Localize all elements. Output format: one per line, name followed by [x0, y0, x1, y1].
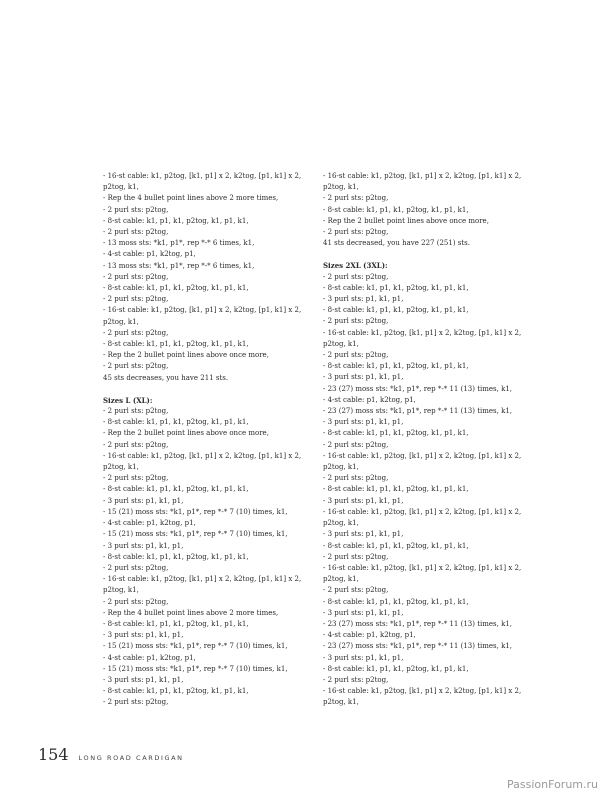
instruction-line: - 16-st cable: k1, p2tog, [k1, p1] x 2, k2tog, [p1, k1] x 2,: [323, 328, 522, 337]
instruction-line: 41 sts decreased, you have 227 (251) sts.: [323, 239, 470, 248]
instruction-line: - 8-st cable: k1, p1, k1, p2tog, k1, p1, k1,: [103, 485, 249, 494]
section-heading: Sizes L (XL):: [103, 395, 153, 405]
instruction-line: - 2 purl sts: p2tog,: [323, 474, 389, 483]
instruction-line: - 2 purl sts: p2tog,: [103, 228, 169, 237]
instruction-line: p2tog, k1,: [323, 463, 359, 472]
instruction-line: - 13 moss sts: *k1, p1*, rep *-* 6 times, k1,: [103, 239, 255, 248]
instruction-line: - 2 purl sts: p2tog,: [103, 597, 169, 606]
instruction-line: p2tog, k1,: [103, 586, 139, 595]
instruction-line: - 15 (21) moss sts: *k1, p1*, rep *-* 7 (10) times, k1,: [103, 530, 288, 539]
instruction-line: - 8-st cable: k1, p1, k1, p2tog, k1, p1, k1,: [103, 340, 249, 349]
instruction-line: p2tog, k1,: [323, 519, 359, 528]
instruction-line: - 2 purl sts: p2tog,: [103, 362, 169, 371]
instruction-line: - 2 purl sts: p2tog,: [103, 440, 169, 449]
instruction-line: - 3 purl sts: p1, k1, p1,: [323, 496, 404, 505]
instruction-line: p2tog, k1,: [323, 339, 359, 348]
instruction-line: - 2 purl sts: p2tog,: [103, 272, 169, 281]
instruction-line: - 16-st cable: k1, p2tog, [k1, p1] x 2, k2tog, [p1, k1] x 2,: [103, 172, 302, 180]
instruction-line: - Rep the 2 bullet point lines above once more,: [103, 351, 269, 360]
instruction-line: - 13 moss sts: *k1, p1*, rep *-* 6 times, k1,: [103, 261, 255, 270]
right-column: [323, 171, 523, 709]
instruction-line: - 16-st cable: k1, p2tog, [k1, p1] x 2, k2tog, [p1, k1] x 2,: [103, 306, 302, 315]
instruction-line: - 2 purl sts: p2tog,: [323, 317, 389, 326]
instruction-line: - 3 purl sts: p1, k1, p1,: [323, 373, 404, 382]
instruction-line: - 8-st cable: k1, p1, k1, p2tog, k1, p1, k1,: [103, 619, 249, 628]
instruction-line: - 8-st cable: k1, p1, k1, p2tog, k1, p1, k1,: [323, 205, 469, 214]
instruction-line: - 2 purl sts: p2tog,: [103, 407, 169, 416]
instruction-line: - Rep the 4 bullet point lines above 2 more times,: [103, 194, 279, 203]
instruction-line: - 3 purl sts: p1, k1, p1,: [103, 675, 184, 684]
instruction-line: - 2 purl sts: p2tog,: [103, 328, 169, 337]
instruction-line: - 23 (27) moss sts: *k1, p1*, rep *-* 11 (13) times, k1,: [323, 642, 512, 651]
instruction-line: p2tog, k1,: [103, 317, 139, 326]
instruction-line: - 3 purl sts: p1, k1, p1,: [103, 496, 184, 505]
instruction-line: - 23 (27) moss sts: *k1, p1*, rep *-* 11 (13) times, k1,: [323, 384, 512, 393]
instruction-line: - 3 purl sts: p1, k1, p1,: [323, 653, 404, 662]
instruction-line: - 8-st cable: k1, p1, k1, p2tog, k1, p1, k1,: [103, 216, 249, 225]
instruction-line: p2tog, k1,: [323, 183, 359, 192]
instruction-line: - 3 purl sts: p1, k1, p1,: [103, 541, 184, 550]
instruction-line: - 3 purl sts: p1, k1, p1,: [323, 530, 404, 539]
left-column: [103, 171, 303, 709]
instruction-line: - 2 purl sts: p2tog,: [323, 675, 389, 684]
instruction-line: - 2 purl sts: p2tog,: [103, 563, 169, 572]
instruction-line: - 16-st cable: k1, p2tog, [k1, p1] x 2, k2tog, [p1, k1] x 2,: [323, 563, 522, 572]
section-heading: Sizes 2XL (3XL):: [323, 261, 388, 271]
instruction-line: - 2 purl sts: p2tog,: [323, 272, 389, 281]
instruction-line: - 8-st cable: k1, p1, k1, p2tog, k1, p1, k1,: [323, 541, 469, 550]
instruction-line: - 8-st cable: k1, p1, k1, p2tog, k1, p1, k1,: [103, 552, 249, 561]
instruction-line: - 4-st cable: p1, k2tog, p1,: [103, 653, 196, 662]
instruction-line: - 2 purl sts: p2tog,: [103, 205, 169, 214]
instruction-line: - 16-st cable: k1, p2tog, [k1, p1] x 2, k2tog, [p1, k1] x 2,: [323, 172, 522, 180]
instruction-line: - 2 purl sts: p2tog,: [103, 698, 169, 707]
instruction-line: - Rep the 2 bullet point lines above once more,: [103, 429, 269, 438]
instruction-line: p2tog, k1,: [103, 183, 139, 192]
instruction-line: - 2 purl sts: p2tog,: [103, 474, 169, 483]
instruction-line: - 15 (21) moss sts: *k1, p1*, rep *-* 7 (10) times, k1,: [103, 642, 288, 651]
instruction-line: - 23 (27) moss sts: *k1, p1*, rep *-* 11 (13) times, k1,: [323, 619, 512, 628]
instruction-line: - 4-st cable: p1, k2tog, p1,: [103, 250, 196, 259]
instruction-line: - 16-st cable: k1, p2tog, [k1, p1] x 2, k2tog, [p1, k1] x 2,: [323, 687, 522, 696]
instruction-line: - 4-st cable: p1, k2tog, p1,: [323, 395, 416, 404]
instruction-line: - 16-st cable: k1, p2tog, [k1, p1] x 2, k2tog, [p1, k1] x 2,: [323, 507, 522, 516]
instruction-line: - 8-st cable: k1, p1, k1, p2tog, k1, p1, k1,: [323, 597, 469, 606]
instruction-line: - 8-st cable: k1, p1, k1, p2tog, k1, p1, k1,: [323, 306, 469, 315]
instruction-line: - 4-st cable: p1, k2tog, p1,: [323, 631, 416, 640]
instruction-line: - 3 purl sts: p1, k1, p1,: [323, 418, 404, 427]
instruction-line: - 2 purl sts: p2tog,: [103, 295, 169, 304]
instruction-line: - 16-st cable: k1, p2tog, [k1, p1] x 2, k2tog, [p1, k1] x 2,: [103, 575, 302, 584]
instruction-line: - 2 purl sts: p2tog,: [323, 552, 389, 561]
instruction-line: - 15 (21) moss sts: *k1, p1*, rep *-* 7 (10) times, k1,: [103, 664, 288, 673]
instruction-line: - 8-st cable: k1, p1, k1, p2tog, k1, p1, k1,: [323, 362, 469, 371]
instruction-line: - 4-st cable: p1, k2tog, p1,: [103, 519, 196, 528]
instruction-line: - Rep the 4 bullet point lines above 2 more times,: [103, 608, 279, 617]
pattern-title: LONG ROAD CARDIGAN: [78, 754, 184, 762]
instruction-line: - 8-st cable: k1, p1, k1, p2tog, k1, p1, k1,: [323, 664, 469, 673]
instruction-line: - 8-st cable: k1, p1, k1, p2tog, k1, p1, k1,: [103, 418, 249, 427]
instruction-line: - 3 purl sts: p1, k1, p1,: [103, 631, 184, 640]
instruction-line: - 16-st cable: k1, p2tog, [k1, p1] x 2, k2tog, [p1, k1] x 2,: [103, 451, 302, 460]
watermark: PassionForum.ru: [507, 778, 598, 791]
instruction-line: - 3 purl sts: p1, k1, p1,: [323, 295, 404, 304]
page-footer: [38, 745, 184, 764]
instruction-line: p2tog, k1,: [323, 698, 359, 707]
instruction-line: - 8-st cable: k1, p1, k1, p2tog, k1, p1, k1,: [323, 485, 469, 494]
page-number: 154: [38, 745, 69, 764]
instruction-line: 45 sts decreases, you have 211 sts.: [103, 373, 229, 382]
instruction-line: - 2 purl sts: p2tog,: [323, 440, 389, 449]
instruction-line: - 2 purl sts: p2tog,: [323, 228, 389, 237]
instruction-line: p2tog, k1,: [323, 575, 359, 584]
instruction-line: - 15 (21) moss sts: *k1, p1*, rep *-* 7 (10) times, k1,: [103, 507, 288, 516]
instruction-line: - 2 purl sts: p2tog,: [323, 351, 389, 360]
instruction-line: - 8-st cable: k1, p1, k1, p2tog, k1, p1, k1,: [323, 429, 469, 438]
instruction-line: p2tog, k1,: [103, 463, 139, 472]
instruction-line: - 3 purl sts: p1, k1, p1,: [323, 608, 404, 617]
instruction-line: - 16-st cable: k1, p2tog, [k1, p1] x 2, k2tog, [p1, k1] x 2,: [323, 451, 522, 460]
instruction-line: - 8-st cable: k1, p1, k1, p2tog, k1, p1, k1,: [103, 284, 249, 293]
instruction-line: - 8-st cable: k1, p1, k1, p2tog, k1, p1, k1,: [103, 687, 249, 696]
instruction-line: - 2 purl sts: p2tog,: [323, 194, 389, 203]
instruction-line: - 8-st cable: k1, p1, k1, p2tog, k1, p1, k1,: [323, 283, 469, 292]
instruction-line: - 2 purl sts: p2tog,: [323, 586, 389, 595]
instruction-line: - 23 (27) moss sts: *k1, p1*, rep *-* 11 (13) times, k1,: [323, 407, 512, 416]
instruction-line: - Rep the 2 bullet point lines above once more,: [323, 216, 489, 225]
